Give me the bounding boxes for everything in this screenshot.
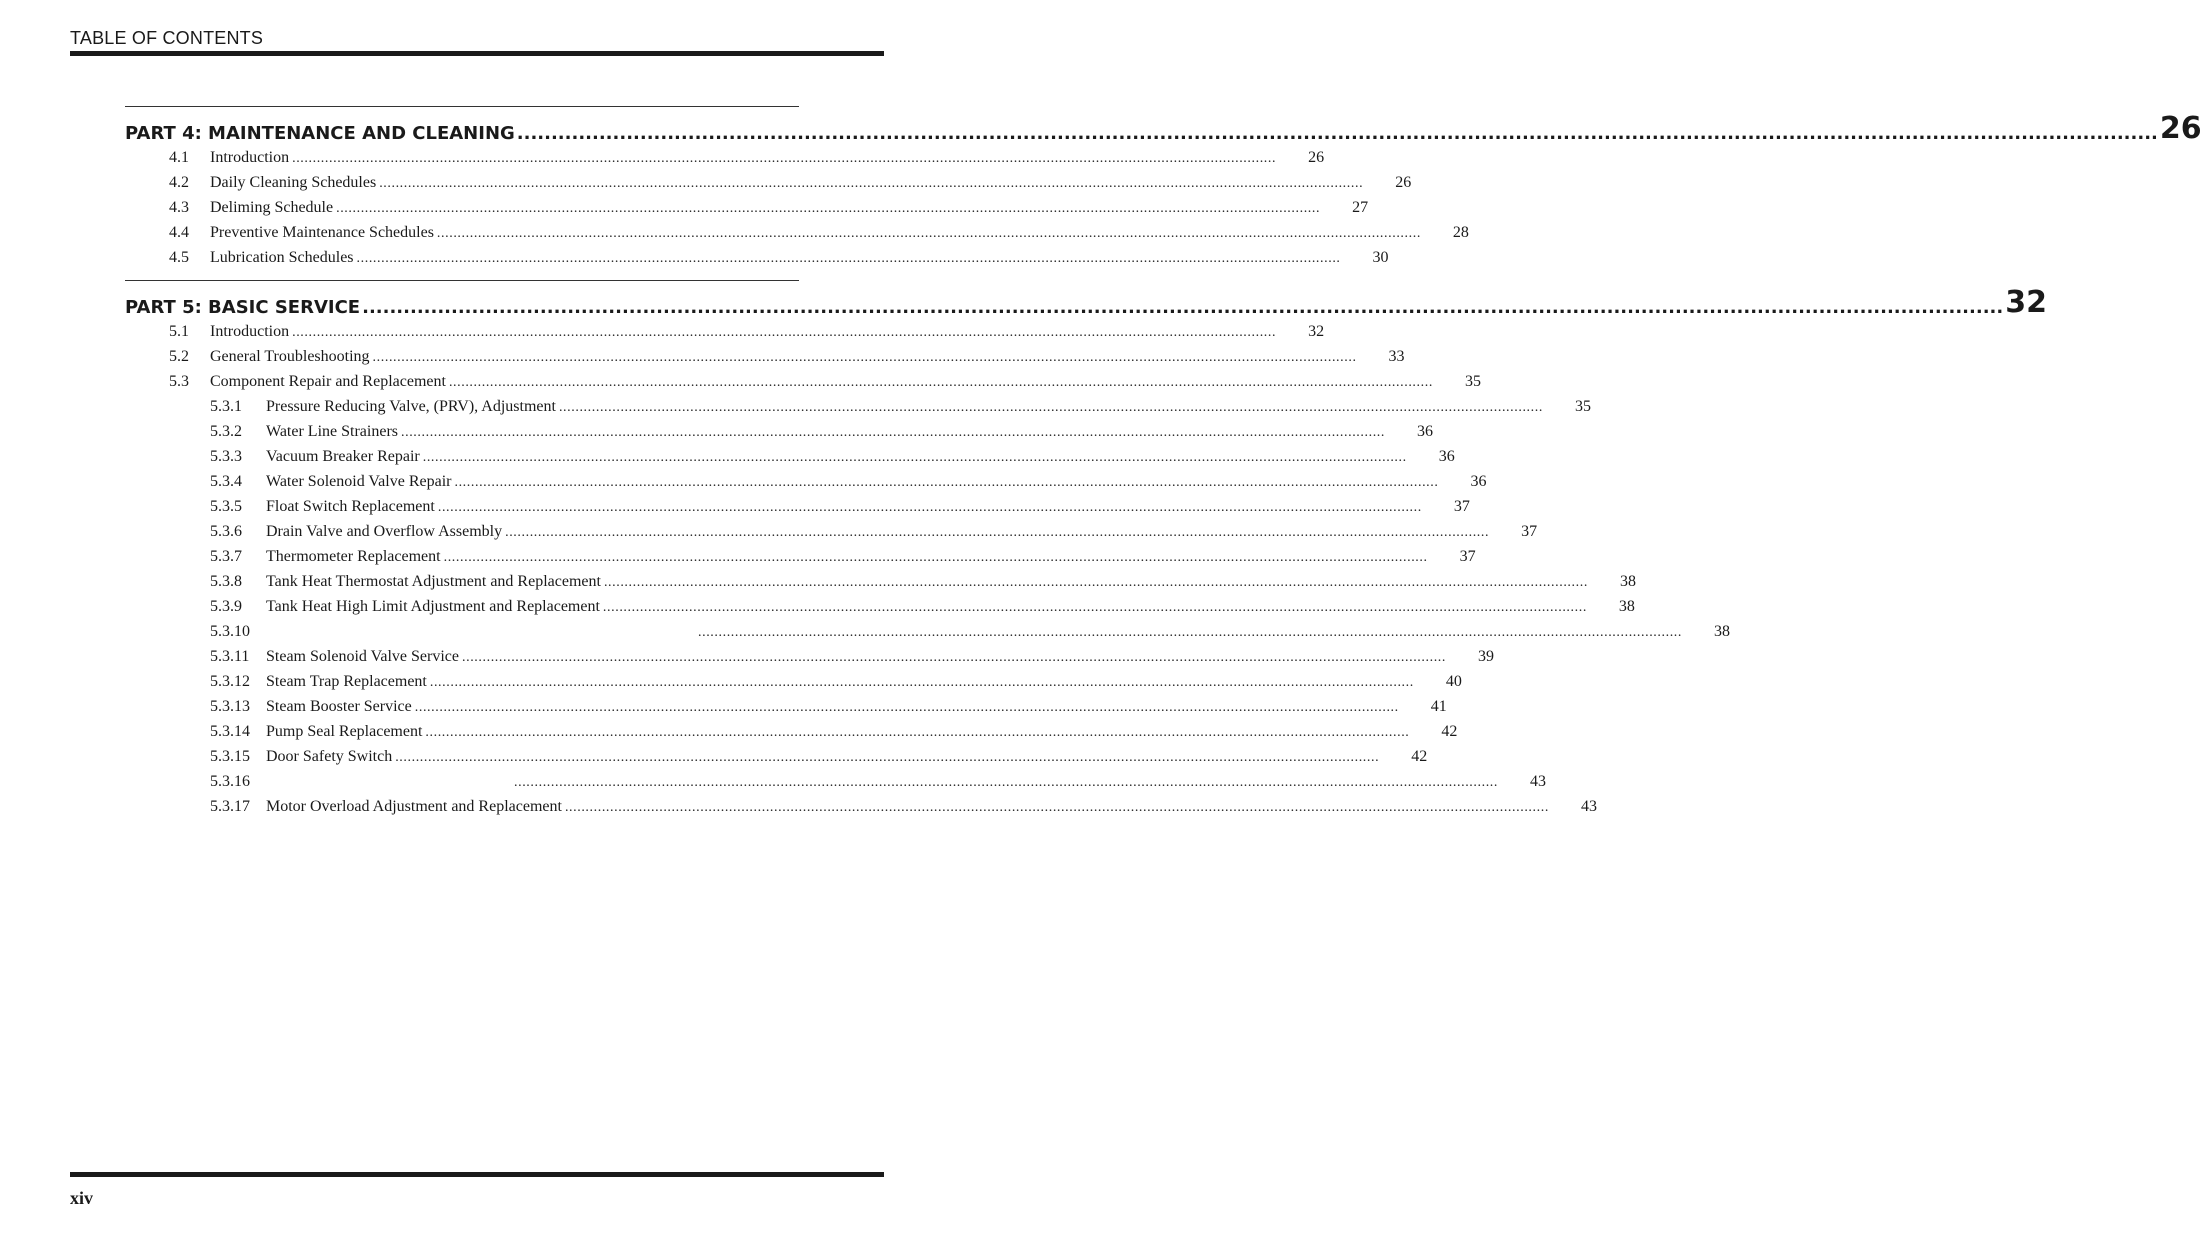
dot-leader: ................................................................................................................................................................................................................................................: [429, 675, 1414, 690]
toc-entry[interactable]: [125, 195, 1369, 220]
toc-subentry[interactable]: [125, 419, 1433, 444]
table-of-contents: [125, 106, 2202, 829]
entry-page: 36: [1438, 448, 1455, 465]
entry-page: 36: [1470, 473, 1487, 490]
entry-number: 5.3: [169, 373, 189, 390]
toc-subentry[interactable]: [125, 519, 1538, 544]
entry-number: 5.3.7: [210, 548, 242, 565]
toc-subentry[interactable]: [125, 544, 1476, 569]
entry-number: 5.3.15: [210, 748, 250, 765]
entry-number: 5.2: [169, 348, 189, 365]
entry-title: Component Repair and Replacement: [210, 373, 446, 390]
dot-leader: ................................................................................................................................................................................................................................................: [425, 725, 1410, 740]
entry-page: 37: [1521, 523, 1538, 540]
entry-number: 5.3.17: [210, 798, 250, 815]
entry-title: Introduction: [210, 149, 290, 166]
part-5-heading[interactable]: [125, 281, 2047, 320]
entry-page: 40: [1445, 673, 1462, 690]
entry-title: Drain Valve and Overflow Assembly: [266, 523, 503, 540]
dot-leader: ................................................................................................................................................................................................................................................: [603, 575, 1588, 590]
entry-number: 5.3.8: [210, 573, 242, 590]
part-title: PART 4: MAINTENANCE AND CLEANING: [125, 123, 515, 144]
dot-leader: ................................................................................................................................................................................................................................................: [558, 400, 1543, 415]
entry-number: 5.3.2: [210, 423, 242, 440]
entry-page: 38: [1714, 623, 1730, 640]
entry-title: Tank Heat High Limit Adjustment and Replacement: [266, 598, 600, 615]
entry-page: 33: [1388, 348, 1405, 365]
toc-subentry[interactable]: [125, 619, 1730, 644]
dot-leader: ................................................................................................................................................................................................................................................: [401, 425, 1385, 440]
entry-title: Tank Heat Thermostat Adjustment and Replacement: [266, 573, 601, 590]
header-rule: [70, 51, 884, 56]
entry-page: 42: [1441, 723, 1458, 740]
dot-leader: ................................................................................................................................................................................................................................................: [505, 525, 1490, 540]
dot-leader: ................................................................................................................................................................................................................................................: [414, 700, 1399, 715]
entry-page: 36: [1417, 423, 1433, 440]
entry-page: 26: [1395, 174, 1412, 191]
dot-leader: ................................................................................................................................................................................................................................................: [462, 650, 1446, 665]
toc-subentry[interactable]: [125, 794, 1597, 819]
dot-leader: ................................................................................................................................................................................................................................................: [454, 475, 1439, 490]
entry-number: 4.3: [169, 199, 189, 216]
entry-number: 5.3.12: [210, 673, 250, 690]
entry-title: Introduction: [210, 323, 290, 340]
entry-title: Vacuum Breaker Repair: [266, 448, 420, 465]
dot-leader: ................................................................................................................................................................................................................................................: [514, 775, 1498, 790]
entry-title: Float Switch Replacement: [266, 498, 435, 515]
dot-leader: ................................................................................................................................................................................................................................................: [602, 600, 1587, 615]
dot-leader: ................................................................................................................................................................................................................................................: [292, 151, 1277, 166]
entry-page: 41: [1430, 698, 1447, 715]
entry-title: Preventive Maintenance Schedules: [210, 224, 434, 241]
entry-page: 37: [1453, 498, 1470, 515]
toc-subentry[interactable]: [125, 669, 1462, 694]
toc-subentry[interactable]: [125, 769, 1546, 794]
dot-leader: ................................................................................................................................................................................................................................................: [564, 800, 1549, 815]
entry-title: Daily Cleaning Schedules: [210, 174, 377, 191]
entry-page: 42: [1411, 748, 1428, 765]
entry-page: 39: [1478, 648, 1494, 665]
toc-entry[interactable]: [125, 170, 1412, 195]
dot-leader: ................................................................................................................................................................................................................................................: [379, 176, 1364, 191]
entry-title: Steam Trap Replacement: [266, 673, 427, 690]
entry-title: Steam Solenoid Valve Service: [266, 648, 459, 665]
toc-subentry[interactable]: [125, 744, 1428, 769]
entry-page: 35: [1574, 398, 1591, 415]
entry-number: 5.3.11: [210, 648, 250, 665]
entry-title: Pressure Reducing Valve, (PRV), Adjustment: [266, 398, 556, 415]
toc-entry[interactable]: [125, 344, 1405, 369]
entry-page: 28: [1452, 224, 1469, 241]
entry-page: 43: [1580, 798, 1597, 815]
entry-title: Deliming Schedule: [210, 199, 334, 216]
dot-leader: ................................................................................................................................................................................................................................................: [516, 123, 2158, 144]
entry-page: 30: [1372, 249, 1389, 266]
entry-page: 37: [1459, 548, 1476, 565]
toc-subentry[interactable]: [125, 494, 1470, 519]
entry-title: General Troubleshooting: [210, 348, 370, 365]
part-page-number: 26: [2159, 111, 2202, 146]
part-page-number: 32: [2005, 285, 2047, 320]
toc-entry[interactable]: [125, 319, 1325, 344]
part-title: PART 5: BASIC SERVICE: [125, 297, 361, 318]
dot-leader: ................................................................................................................................................................................................................................................: [448, 375, 1433, 390]
entry-page: 26: [1308, 149, 1325, 166]
footer-rule: [70, 1172, 884, 1177]
entry-page: 32: [1308, 323, 1325, 340]
entry-page: 38: [1618, 598, 1635, 615]
entry-title: Pump Seal Replacement: [266, 723, 423, 740]
toc-entry[interactable]: [125, 245, 1389, 270]
dot-leader: ................................................................................................................................................................................................................................................: [362, 297, 2004, 318]
entry-number: 5.3.1: [210, 398, 242, 415]
page-header-title: TABLE OF CONTENTS: [70, 28, 264, 48]
entry-number: 5.1: [169, 323, 189, 340]
dot-leader: ................................................................................................................................................................................................................................................: [443, 550, 1428, 565]
entry-number: 4.1: [169, 149, 189, 166]
dot-leader: ................................................................................................................................................................................................................................................: [422, 450, 1407, 465]
entry-title: Lubrication Schedules: [210, 249, 354, 266]
dot-leader: ................................................................................................................................................................................................................................................: [437, 500, 1422, 515]
toc-subentry[interactable]: [125, 469, 1487, 494]
entry-page: 27: [1352, 199, 1369, 216]
entry-page: 35: [1464, 373, 1481, 390]
entry-title: Steam Booster Service: [266, 698, 412, 715]
entry-number: 5.3.14: [210, 723, 250, 740]
toc-subentry[interactable]: [125, 694, 1447, 719]
toc-subentry[interactable]: [125, 569, 1636, 594]
dot-leader: ................................................................................................................................................................................................................................................: [395, 750, 1380, 765]
entry-number: 4.4: [169, 224, 189, 241]
entry-title: Water Line Strainers: [266, 423, 398, 440]
dot-leader: ................................................................................................................................................................................................................................................: [436, 226, 1421, 241]
entry-title: Motor Overload Adjustment and Replacement: [266, 798, 562, 815]
entry-title: Water Solenoid Valve Repair: [266, 473, 452, 490]
toc-entry[interactable]: [125, 145, 1325, 170]
dot-leader: ................................................................................................................................................................................................................................................: [372, 350, 1357, 365]
entry-number: 5.3.16: [210, 773, 250, 790]
part-4-heading[interactable]: [125, 107, 2202, 146]
dot-leader: ................................................................................................................................................................................................................................................: [292, 325, 1277, 340]
entry-number: 5.3.13: [210, 698, 250, 715]
dot-leader: ................................................................................................................................................................................................................................................: [698, 625, 1682, 640]
toc-subentry[interactable]: [125, 719, 1458, 744]
dot-leader: ................................................................................................................................................................................................................................................: [356, 251, 1341, 266]
entry-title: Door Safety Switch: [266, 748, 393, 765]
entry-number: 5.3.6: [210, 523, 242, 540]
dot-leader: ................................................................................................................................................................................................................................................: [336, 201, 1321, 216]
part-4-section: [125, 106, 2202, 270]
entry-number: 5.3.4: [210, 473, 242, 490]
entry-number: 5.3.9: [210, 598, 242, 615]
toc-entry[interactable]: [125, 220, 1469, 245]
entry-number: 4.2: [169, 174, 189, 191]
entry-number: 5.3.10: [210, 623, 250, 640]
entry-number: 5.3.3: [210, 448, 242, 465]
toc-subentry[interactable]: [125, 394, 1591, 419]
entry-title: Thermometer Replacement: [266, 548, 441, 565]
part-5-section: [125, 280, 2047, 819]
entry-page: 43: [1530, 773, 1546, 790]
entry-page: 38: [1619, 573, 1636, 590]
toc-entry[interactable]: [125, 369, 1481, 394]
entry-number: 4.5: [169, 249, 189, 266]
toc-subentry[interactable]: [125, 594, 1635, 619]
page-number: xiv: [70, 1188, 94, 1208]
entry-number: 5.3.5: [210, 498, 242, 515]
toc-subentry[interactable]: [125, 644, 1494, 669]
toc-subentry[interactable]: [125, 444, 1455, 469]
